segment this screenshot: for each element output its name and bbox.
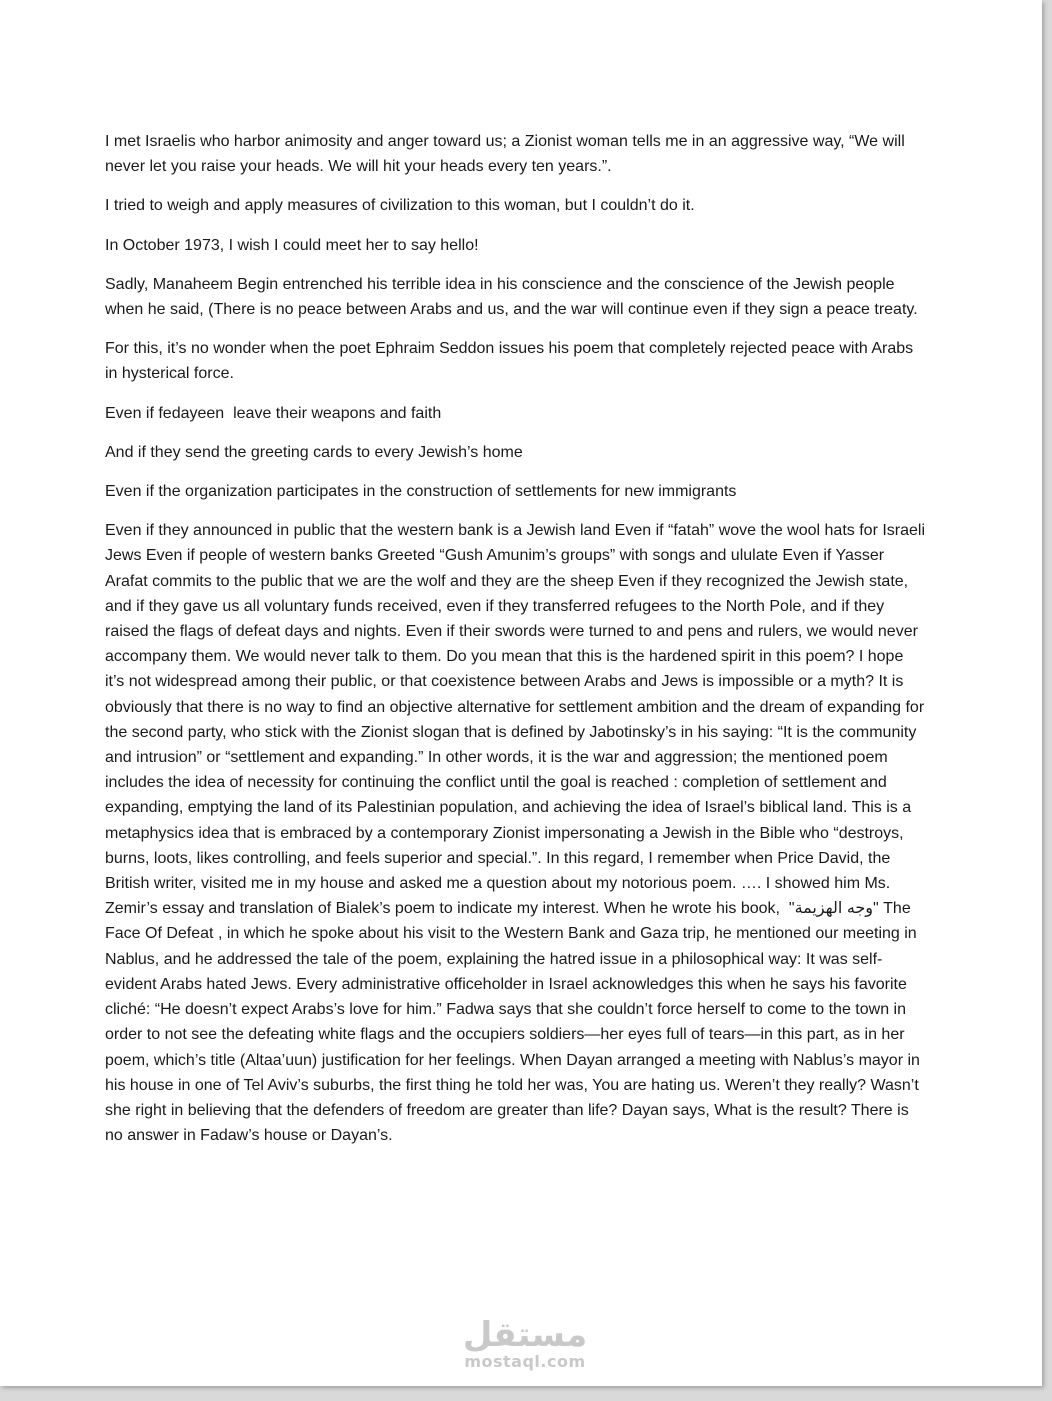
- paragraph-main: Even if they announced in public that the western bank is a Jewish land Even if “fatah” wove the wool hats for Israeli Jews Even if people of western banks Greeted “Gush Amunim’s groups” with songs and ululate Even if Yasser Arafat commits to the public that we are the wolf and they are the sheep Even if they recognized the Jewish state, and if they gave us all voluntary funds received, even if they transferred refugees to the North Pole, and if they raised the flags of defeat days and nights. Even if their swords were turned to and pens and rulers, we would never accompany them. We would never talk to them. Do you mean that this is the hardened spirit in this poem? I hope it’s not widespread among their public, or that coexistence between Arabs and Jews is impossible or a myth? It is obviously that there is no way to find an objective alternative for settlement ambition and the dream of expanding for the second party, who stick with the Zionist slogan that is defined by Jabotinsky’s in his saying: “It is the community and intrusion” or “settlement and expanding.” In other words, it is the war and aggression; the mentioned poem includes the idea of necessity for continuing the conflict until the goal is reached : completion of settlement and expanding, emptying the land of its Palestinian population, and achieving the idea of Israel’s biblical land. This is a metaphysics idea that is embraced by a contemporary Zionist impersonating a Jewish in the Bible who “destroys, burns, loots, likes controlling, and feels superior and special.”. In this regard, I remember when Price David, the British writer, visited me in my house and asked me a question about my notorious poem. …. I showed him Ms. Zemir’s essay and translation of Bialek’s poem to indicate my interest. When he wrote his book, "وجه الهزيمة" The Face Of Defeat , in which he spoke about his visit to the Western Bank and Gaza trip, he mentioned our meeting in Nablus, and he addressed the tale of the poem, explaining the hatred issue in a philosophical way: It was self-evident Arabs hated Jews. Every administrative officeholder in Israel acknowledges this when he says his favorite cliché: “He doesn’t expect Arabs’s love for him.” Fadwa says that she couldn’t force herself to come to the town in order to not see the defeating white flags and the occupiers soldiers—her eyes full of tears—in this part, as in her poem, which’s title (Altaa’uun) justification for her feelings. When Dayan arranged a meeting with Nablus’s mayor in his house in one of Tel Aviv’s suburbs, the first thing he told her was, You are hating us. Weren’t they really? Wasn’t she right in believing that the defenders of freedom are greater than life? Dayan says, What is the result? There is no answer in Fadaw’s house or Dayan’s.: [105, 522, 930, 1145]
- watermark-url: mostaql.com: [464, 1352, 586, 1371]
- poem-line-2: And if they send the greeting cards to every Jewish’s home: [105, 443, 523, 461]
- poem-line-1: Even if fedayeen leave their weapons and faith: [105, 404, 442, 422]
- paragraph-2: I tried to weigh and apply measures of civilization to this woman, but I couldn’t do it.: [105, 197, 695, 215]
- mostaql-watermark: [440, 1315, 610, 1372]
- watermark-logo: مستقل: [462, 1315, 588, 1355]
- poem-line-3: Even if the organization participates in the construction of settlements for new immigrants: [105, 483, 737, 501]
- paragraph-5: For this, it’s no wonder when the poet Ephraim Seddon issues his poem that completely rejected peace with Arabs in hysterical force.: [105, 340, 918, 383]
- paragraph-4: Sadly, Manaheem Begin entrenched his terrible idea in his conscience and the conscience of the Jewish people when he said, (There is no peace between Arabs and us, and the war will continue even if they sign a peace treaty.: [105, 275, 918, 319]
- paragraph-3: In October 1973, I wish I could meet her to say hello!: [105, 236, 479, 254]
- document-body: [105, 129, 930, 1162]
- paragraph-1: I met Israelis who harbor animosity and anger toward us; a Zionist woman tells me in an aggressive way, “We will never let you raise your heads. We will hit your heads every ten years.”.: [105, 133, 910, 176]
